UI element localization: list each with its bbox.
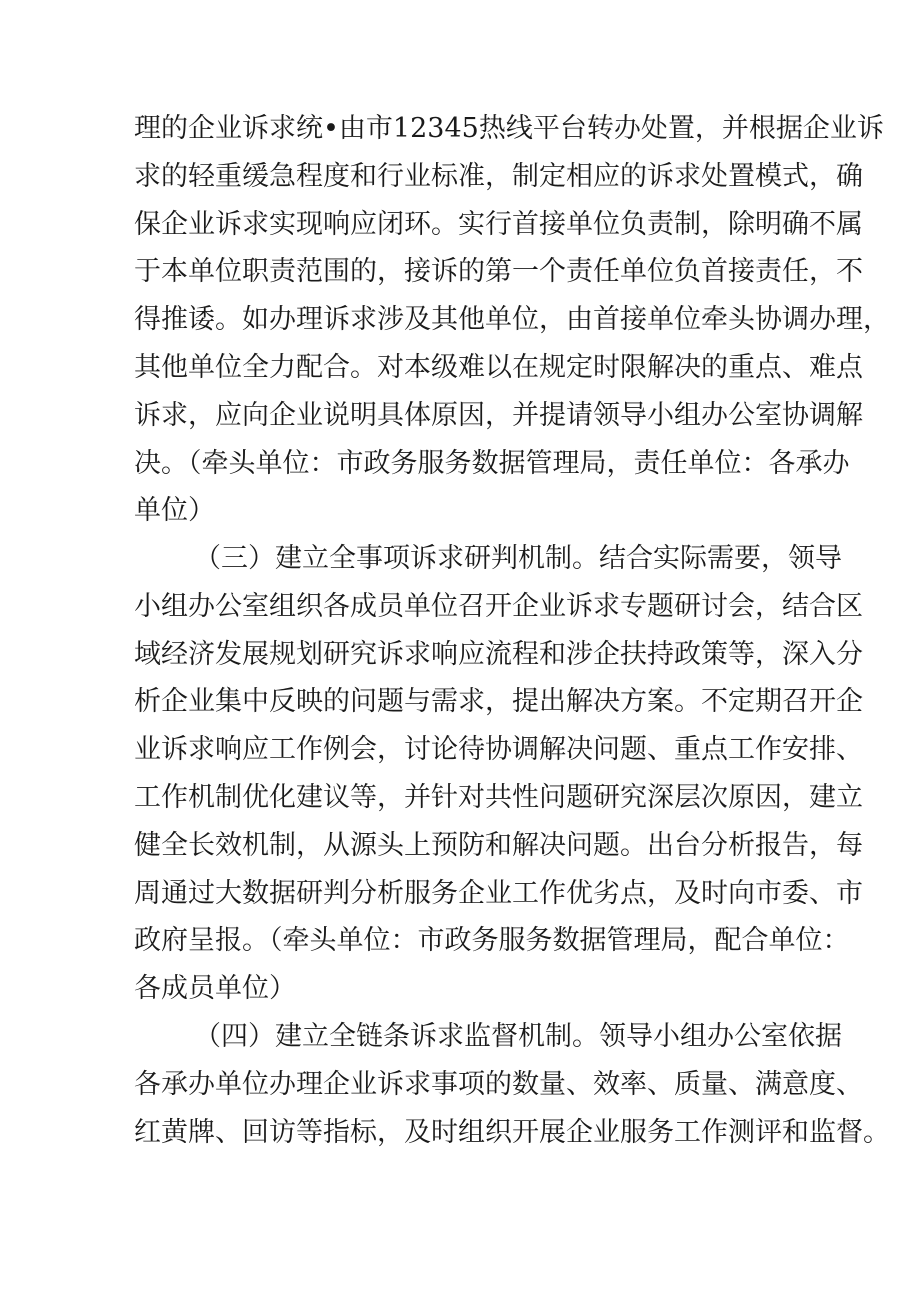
text-line: 单位） bbox=[134, 495, 215, 527]
text-line: 小组办公室组织各成员单位召开企业诉求专题研讨会，结合区 bbox=[134, 590, 863, 622]
text-line: 得推诿。如办理诉求涉及其他单位，由首接单位牵头协调办理， bbox=[134, 304, 890, 336]
text-line: （三）建立全事项诉求研判机制。结合实际需要，领导 bbox=[194, 543, 842, 574]
text-line: 健全长效机制，从源头上预防和解决问题。出台分析报告，每 bbox=[134, 829, 863, 861]
paragraph-4 bbox=[134, 1013, 890, 1156]
text-line: 析企业集中反映的问题与需求，提出解决方案。不定期召开企 bbox=[134, 686, 863, 718]
text-line: （四）建立全链条诉求监督机制。领导小组办公室依据 bbox=[194, 1021, 842, 1052]
paragraph-3 bbox=[134, 535, 863, 1013]
text-line: 理的企业诉求统•由市12345热线平台转办处置，并根据企业诉 bbox=[134, 113, 884, 144]
text-line: 工作机制优化建议等，并针对共性问题研究深层次原因，建立 bbox=[134, 781, 863, 813]
text-line: 求的轻重缓急程度和行业标准，制定相应的诉求处置模式，确 bbox=[134, 160, 863, 192]
text-line: 红黄牌、回访等指标，及时组织开展企业服务工作测评和监督。 bbox=[134, 1116, 890, 1148]
text-line: 业诉求响应工作例会，讨论待协调解决问题、重点工作安排、 bbox=[134, 734, 863, 766]
text-line: 于本单位职责范围的，接诉的第一个责任单位负首接责任，不 bbox=[134, 256, 863, 288]
text-line: 域经济发展规划研究诉求响应流程和涉企扶持政策等，深入分 bbox=[134, 638, 863, 670]
text-line: 政府呈报。（牵头单位：市政务服务数据管理局，配合单位： bbox=[134, 925, 850, 957]
text-line: 周通过大数据研判分析服务企业工作优劣点，及时向市委、市 bbox=[134, 877, 863, 909]
text-line: 决。（牵头单位：市政务服务数据管理局，责任单位：各承办 bbox=[134, 447, 850, 479]
text-line: 保企业诉求实现响应闭环。实行首接单位负责制，除明确不属 bbox=[134, 208, 863, 240]
text-line: 各成员单位） bbox=[134, 973, 296, 1005]
text-line: 诉求，应向企业说明具体原因，并提请领导小组办公室协调解 bbox=[134, 399, 863, 431]
paragraph-2-continuation bbox=[134, 105, 890, 535]
text-line: 其他单位全力配合。对本级难以在规定时限解决的重点、难点 bbox=[134, 351, 863, 383]
text-line: 各承办单位办理企业诉求事项的数量、效率、质量、满意度、 bbox=[134, 1068, 863, 1100]
